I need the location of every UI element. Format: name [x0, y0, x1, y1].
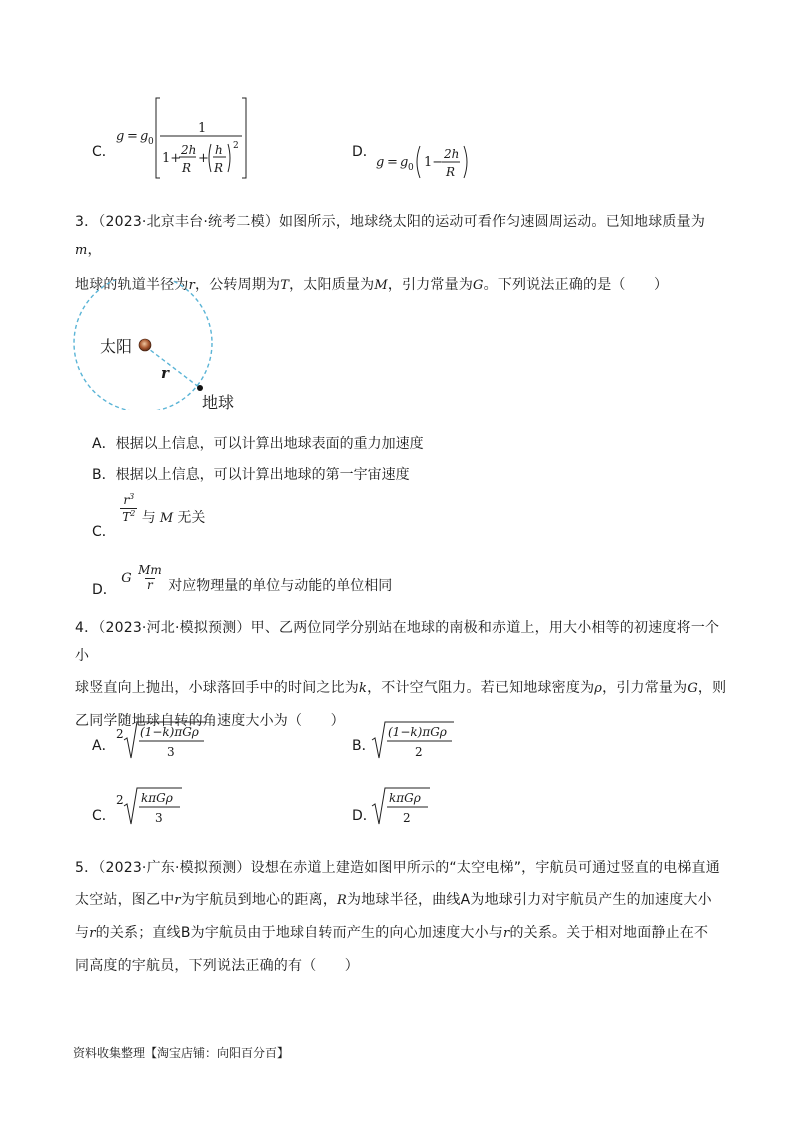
- orbit-diagram: [70, 280, 250, 410]
- svg-text:2: 2: [116, 793, 124, 807]
- svg-text:R: R: [214, 161, 224, 175]
- page-footer: 资料收集整理【淘宝店铺：向阳百分百】: [73, 1046, 290, 1060]
- svg-text:0: 0: [148, 137, 154, 147]
- svg-text:R: R: [182, 161, 192, 175]
- q4-stem-line1: 4．（2023·河北·模拟预测）甲、乙两位同学分别站在地球的南极和赤道上，用大小相等的初速度将一个小: [75, 620, 720, 664]
- svg-text:2h: 2h: [444, 147, 460, 161]
- q4-option-b-formula: [370, 718, 470, 764]
- q3-stem-line2: 地球的轨道半径为r，公转周期为T，太阳质量为M，引力常量为G。下列说法正确的是（ ）: [75, 277, 669, 293]
- sun-label: 太阳: [100, 337, 133, 356]
- q4-option-a-formula: [114, 718, 214, 764]
- svg-text:2: 2: [116, 727, 124, 741]
- svg-text:g: g: [116, 129, 125, 144]
- q3-option-c-fraction: $\frac{r^3}{T^2}$: [122, 492, 136, 524]
- q2-option-d-formula: [374, 138, 484, 182]
- svg-text:3: 3: [155, 811, 163, 825]
- q4-option-c-formula: [114, 784, 194, 830]
- q5-line1: 5．（2023·广东·模拟预测）设想在赤道上建造如图甲所示的“太空电梯”，宇航员可通过竖直的电梯直通: [75, 860, 720, 876]
- svg-text:2: 2: [415, 745, 423, 759]
- svg-text:3: 3: [167, 745, 175, 759]
- q4-option-d-formula: [370, 784, 450, 830]
- q3-option-a: A．根据以上信息，可以计算出地球表面的重力加速度: [92, 436, 424, 452]
- earth-label: 地球: [202, 393, 235, 412]
- q5-line3: 与r的关系；直线B为宇航员由于地球自转而产生的向心加速度大小与r的关系。关于相对地面静止在不: [75, 925, 709, 941]
- svg-text:2h: 2h: [181, 143, 197, 157]
- svg-text:(1−k)πGρ: (1−k)πGρ: [140, 725, 199, 739]
- q3-option-c: C． $\frac{r^3}{T^2}$ 与 M 无关: [92, 492, 206, 541]
- q4-stem-line3: 乙同学随地球自转的角速度大小为（ ）: [75, 713, 345, 729]
- q2-option-c-label: C．: [92, 144, 116, 160]
- sun-icon: [139, 339, 151, 351]
- svg-text:1: 1: [198, 121, 207, 136]
- svg-text:(1−k)πGρ: (1−k)πGρ: [388, 725, 447, 739]
- q3-option-d: D． G $\frac{Mm}{r}$ 对应物理量的单位与动能的单位相同: [92, 563, 393, 599]
- radius-line: [145, 346, 200, 388]
- q3-option-d-label: D．: [92, 582, 117, 599]
- q3-option-c-label: C．: [92, 524, 116, 541]
- q3-option-d-fraction: $\frac{Mm}{r}$: [138, 563, 162, 592]
- svg-text:R: R: [446, 165, 456, 179]
- svg-text:1+: 1+: [162, 151, 182, 166]
- q2-option-c-formula: [116, 96, 286, 182]
- svg-text:0: 0: [408, 163, 414, 173]
- q5-line4: 同高度的宇航员，下列说法正确的有（ ）: [75, 958, 359, 974]
- q5-stem: [75, 854, 730, 980]
- svg-text:=: =: [127, 129, 138, 144]
- radius-label: r: [161, 364, 169, 382]
- q5-line2: 太空站，图乙中r为宇航员到地心的距离，R为地球半径，曲线A为地球引力对宇航员产生的加速度大小: [75, 892, 712, 908]
- svg-text:kπGρ: kπGρ: [389, 791, 421, 805]
- svg-text:h: h: [215, 143, 223, 157]
- q4-stem-line2: 球竖直向上抛出，小球落回手中的时间之比为k，不计空气阻力。若已知地球密度为ρ，引力常量为G，则: [75, 680, 727, 696]
- svg-text:2: 2: [403, 811, 411, 825]
- q3-option-b: B．根据以上信息，可以计算出地球的第一宇宙速度: [92, 467, 410, 483]
- svg-text:g: g: [376, 155, 385, 170]
- svg-text:g: g: [140, 129, 149, 144]
- svg-text:kπGρ: kπGρ: [141, 791, 173, 805]
- q2-option-d-label: D．: [352, 144, 377, 160]
- svg-text:g: g: [400, 155, 409, 170]
- svg-text:1−: 1−: [424, 155, 444, 170]
- q3-stem-line1: 3．（2023·北京丰台·统考二模）如图所示，地球绕太阳的运动可看作匀速圆周运动。已知地球质量为m，: [75, 214, 706, 258]
- svg-text:=: =: [387, 155, 398, 170]
- q4-stem: [75, 614, 730, 735]
- svg-text:2: 2: [233, 141, 239, 151]
- svg-text:+: +: [198, 151, 209, 166]
